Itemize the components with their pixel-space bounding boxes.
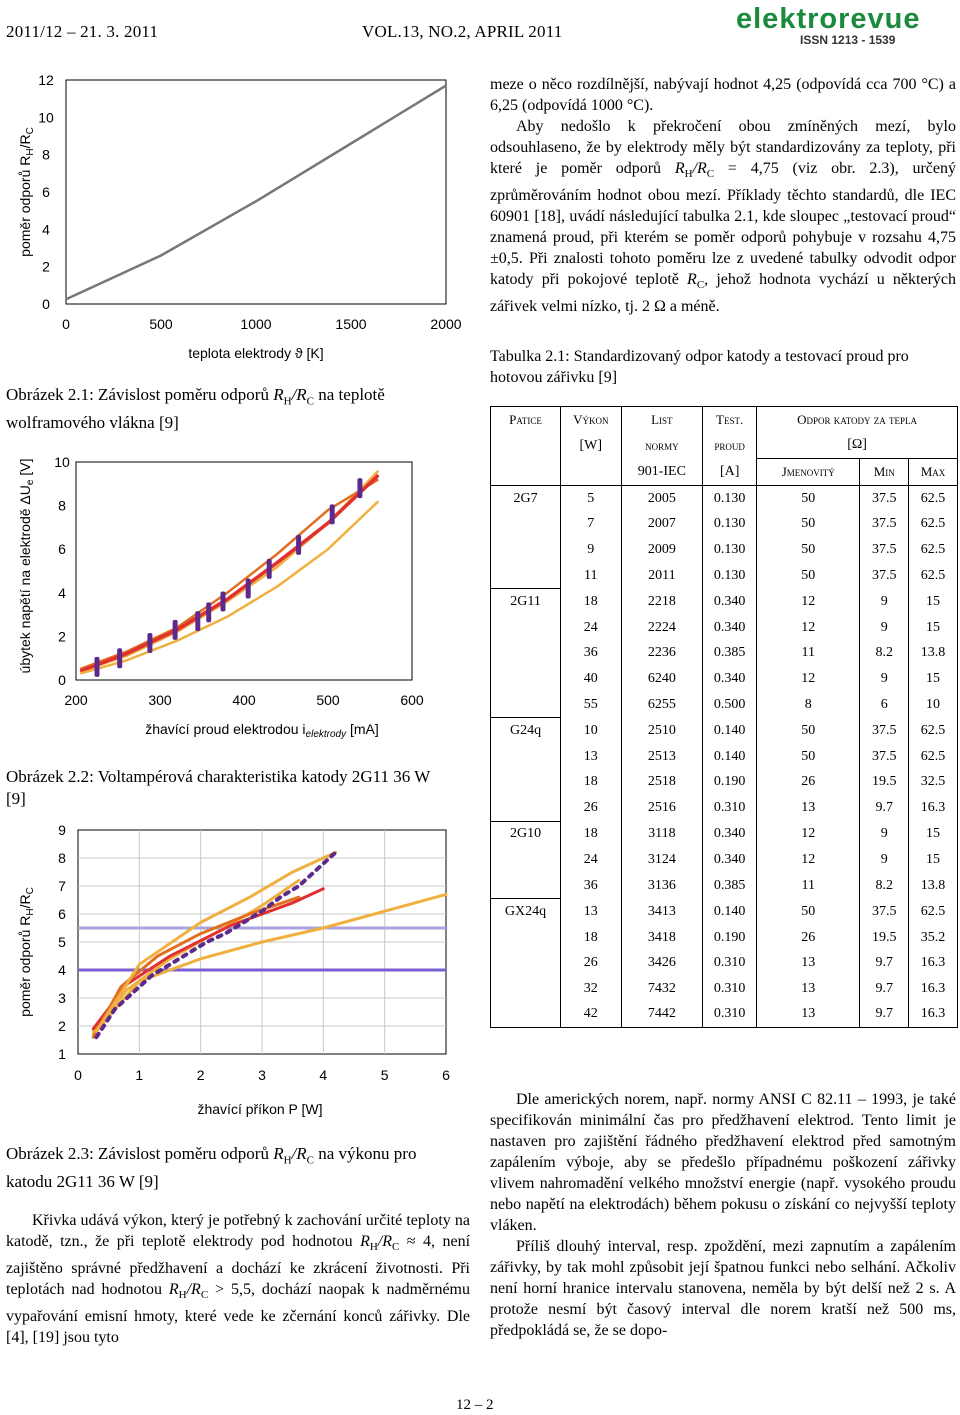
- table-cell: 18: [561, 769, 621, 795]
- table-cell: 15: [909, 666, 958, 692]
- table-cell: [491, 640, 561, 666]
- fig2-ytick-label: 4: [58, 584, 66, 601]
- table-cell: [491, 925, 561, 951]
- table-cell: 24: [561, 847, 621, 873]
- fig1-xtick-label: 500: [149, 316, 173, 332]
- table-cell: [491, 1002, 561, 1028]
- fig2-data-point: [173, 620, 178, 640]
- journal-logo: [736, 4, 956, 47]
- fig1-xtick-label: 2000: [430, 316, 462, 332]
- table-cell: 55: [561, 692, 621, 718]
- table-cell: 3124: [621, 847, 703, 873]
- fig2-data-point: [357, 478, 362, 498]
- fig2-xtick-label: 400: [232, 692, 256, 708]
- table-cell: 50: [757, 537, 860, 563]
- issn: ISSN 1213 - 1539: [800, 33, 896, 47]
- right-paragraph-2: Aby nedošlo k překročení obou zmíněných mezí, bylo odsouhlaseno, že by elektrody měly být standardizovány za teploty, při které je poměr odporů $R_H/R_C = 4,75$ (viz obr. 2.3), určený zprůměrováním hodnot obou mezí. Příklady těchto standardů, dle IEC 60901 [18], uvádí následující tabulka 2.1, kde sloupec „testovací proud“ znamená proud, při kterém se poměr odporů pohybuje v rozsahu 4,75 ±0,5. Při znalosti tohoto poměru lze z uvedené tabulky odvodit odpor katody při pokojové teplotě $R_C$, jehož hodnota vychází u některých zářivek velmi nízko, tj. 2 Ω a méně.: [490, 118, 957, 316]
- table-row: [491, 666, 958, 692]
- table-cell: 3413: [621, 899, 703, 925]
- table-cell: 16.3: [909, 976, 958, 1002]
- fig3-series-line: [93, 889, 323, 1029]
- table-cell: 0.140: [703, 718, 757, 744]
- table-cell: 50: [757, 563, 860, 589]
- table-cell: 50: [757, 718, 860, 744]
- table-cell: [491, 976, 561, 1002]
- table-cell: 2005: [621, 485, 703, 511]
- table-cell: [491, 563, 561, 589]
- table-row: [491, 769, 958, 795]
- table-row: [491, 615, 958, 641]
- table-cell: 2011: [621, 563, 703, 589]
- fig2-ytick-label: 0: [58, 672, 66, 688]
- fig2-data-point: [330, 504, 335, 524]
- fig2-data-point: [246, 578, 251, 598]
- fig2-series-line: [80, 475, 378, 671]
- table-cell: 9: [860, 821, 909, 847]
- table-cell: 12: [757, 847, 860, 873]
- header-left: 2011/12 – 21. 3. 2011: [6, 22, 159, 41]
- table-cell: 13: [561, 744, 621, 770]
- right-body-text-bottom: [490, 1089, 956, 1341]
- table-cell: 12: [757, 666, 860, 692]
- table-cell: 2G7: [491, 485, 561, 511]
- table-cell: 62.5: [909, 899, 958, 925]
- table-cell: 26: [561, 795, 621, 821]
- table-cell: 0.340: [703, 666, 757, 692]
- table-cell: 12: [757, 615, 860, 641]
- fig2-data-point: [195, 611, 200, 631]
- logo-text: elektrorevue: [736, 3, 921, 35]
- table-cell: 18: [561, 821, 621, 847]
- table-cell: 0.340: [703, 615, 757, 641]
- fig2-xtick-label: 500: [316, 692, 340, 708]
- fig1-ytick-label: 6: [42, 184, 50, 200]
- table-cell: 26: [757, 769, 860, 795]
- table-cell: 3136: [621, 873, 703, 899]
- th-list-3: 901-IEC: [621, 459, 703, 486]
- fig2-xtick-label: 600: [400, 692, 424, 708]
- table-cell: 0.140: [703, 744, 757, 770]
- table-row: [491, 640, 958, 666]
- table-cell: 37.5: [860, 511, 909, 537]
- table-cell: [491, 769, 561, 795]
- table-cell: 3418: [621, 925, 703, 951]
- table-cell: 0.310: [703, 1002, 757, 1028]
- fig2-series-line: [80, 471, 378, 672]
- table-cell: 50: [757, 899, 860, 925]
- table-cell: 37.5: [860, 718, 909, 744]
- table-cell: 6: [860, 692, 909, 718]
- table-row: [491, 718, 958, 744]
- th-test: Test.: [703, 407, 757, 433]
- table-cell: 32: [561, 976, 621, 1002]
- table-cell: 36: [561, 640, 621, 666]
- th-odpor-unit: [Ω]: [757, 433, 958, 459]
- fig2-data-point: [95, 657, 100, 677]
- table-cell: 9: [860, 615, 909, 641]
- table-row: [491, 744, 958, 770]
- fig3-series-line: [93, 897, 298, 1037]
- table-cell: 0.385: [703, 873, 757, 899]
- table-row: [491, 950, 958, 976]
- left-body-text: [6, 1210, 470, 1348]
- table-cell: 13: [757, 1002, 860, 1028]
- table-cell: 2218: [621, 589, 703, 615]
- fig3-xtick-label: 6: [442, 1067, 450, 1083]
- fig2-xtick-label: 200: [64, 692, 88, 708]
- table-cell: 13: [757, 976, 860, 1002]
- fig3-ytick-label: 7: [58, 878, 66, 894]
- table-cell: 62.5: [909, 537, 958, 563]
- table-cell: 35.2: [909, 925, 958, 951]
- table-cell: 8.2: [860, 873, 909, 899]
- table-row: [491, 485, 958, 511]
- fig3-ytick-label: 2: [58, 1018, 66, 1034]
- figure-3-caption: Obrázek 2.3: Závislost poměru odporů $R_H/R_C$ na výkonu pro katodu 2G11 36 W [9]: [6, 1144, 417, 1192]
- table-cell: 0.190: [703, 925, 757, 951]
- table-cell: 0.130: [703, 563, 757, 589]
- table-cell: 7: [561, 511, 621, 537]
- table-cell: 62.5: [909, 563, 958, 589]
- fig3-series-line: [93, 880, 298, 1031]
- table-row: [491, 795, 958, 821]
- right-body-text-top: [490, 74, 956, 317]
- table-cell: 11: [757, 873, 860, 899]
- table-cell: [491, 511, 561, 537]
- table-cell: 0.190: [703, 769, 757, 795]
- th-jmenovity: Jmenovitý: [757, 459, 860, 486]
- fig3-xtick-label: 3: [258, 1067, 266, 1083]
- fig2-ylabel: úbytek napětí na elektrodě $\Delta U_e$ [V]: [17, 458, 36, 674]
- table-cell: GX24q: [491, 899, 561, 925]
- fig1-ytick-label: 4: [42, 221, 50, 238]
- table-cell: 2236: [621, 640, 703, 666]
- fig3-xtick-label: 0: [74, 1067, 82, 1083]
- fig2-data-point: [267, 559, 272, 579]
- table-cell: 13: [757, 795, 860, 821]
- table-cell: 2G10: [491, 821, 561, 847]
- fig3-ytick-label: 6: [58, 906, 66, 922]
- table-cell: 18: [561, 925, 621, 951]
- th-list-2: normy: [621, 433, 703, 459]
- fig1-ytick-label: 2: [42, 258, 50, 275]
- table-cell: 16.3: [909, 795, 958, 821]
- table-cell: 62.5: [909, 718, 958, 744]
- table-cell: 0.130: [703, 537, 757, 563]
- table-cell: 26: [561, 950, 621, 976]
- table-cell: 0.385: [703, 640, 757, 666]
- table-cell: 13.8: [909, 873, 958, 899]
- fig1-ytick-label: 10: [38, 109, 54, 126]
- table-cell: 9.7: [860, 950, 909, 976]
- th-max: Max: [909, 459, 958, 486]
- table-cell: 42: [561, 1002, 621, 1028]
- table-cell: 15: [909, 615, 958, 641]
- fig1-series-line: [66, 86, 446, 300]
- table-row: [491, 589, 958, 615]
- table-cell: 37.5: [860, 899, 909, 925]
- th-test-2: proud: [703, 433, 757, 459]
- table-row: [491, 925, 958, 951]
- right-paragraph-3: Dle amerických norem, např. normy ANSI C 82.11 – 1993, je také specifikován minimální čas pro předžhavení elektrod. Tento limit je nastaven pro zajištění řádného předžhavení elektrod před samotným zapálením výboje, aby se předešlo případnému poškození zářivky vlivem nahromadění velkého množství energie (např. vysokého proudu nebo napětí na elektrodách) během pokusu o získání co nejvyšší teploty vláken.: [490, 1091, 956, 1234]
- fig2-data-point: [206, 602, 211, 622]
- table-row: [491, 537, 958, 563]
- table-row: [491, 821, 958, 847]
- figure-3-chart: [10, 822, 470, 1122]
- table-cell: 19.5: [860, 769, 909, 795]
- table-cell: 12: [757, 589, 860, 615]
- table-cell: 9.7: [860, 795, 909, 821]
- table-cell: 9.7: [860, 976, 909, 1002]
- table-cell: 26: [757, 925, 860, 951]
- fig1-xtick-label: 1500: [335, 316, 367, 332]
- table-cell: 18: [561, 589, 621, 615]
- table-cell: 37.5: [860, 563, 909, 589]
- table-cell: 62.5: [909, 485, 958, 511]
- table-cell: 62.5: [909, 511, 958, 537]
- table-cell: [491, 537, 561, 563]
- table-cell: 0.310: [703, 950, 757, 976]
- table-row: [491, 563, 958, 589]
- fig3-ytick-label: 5: [58, 934, 66, 950]
- fig3-xtick-label: 2: [196, 1067, 205, 1083]
- fig1-ytick-label: 0: [42, 296, 50, 312]
- figure-2-caption: Obrázek 2.2: Voltampérová charakteristika katody 2G11 36 W [9]: [6, 767, 431, 808]
- table-cell: 5: [561, 485, 621, 511]
- table-cell: 0.340: [703, 847, 757, 873]
- page-number: 12 – 2: [456, 1397, 494, 1413]
- table-row: [491, 692, 958, 718]
- fig2-data-point: [117, 648, 122, 668]
- table-cell: 2518: [621, 769, 703, 795]
- table-cell: 0.130: [703, 485, 757, 511]
- fig2-ytick-label: 10: [54, 454, 70, 470]
- table-cell: 9: [860, 666, 909, 692]
- table-cell: 11: [757, 640, 860, 666]
- table-cell: 7432: [621, 976, 703, 1002]
- table-cell: G24q: [491, 718, 561, 744]
- table-cell: [491, 873, 561, 899]
- standards-table: [490, 406, 958, 1028]
- table-cell: 0.500: [703, 692, 757, 718]
- table-cell: 9: [860, 847, 909, 873]
- table-cell: 0.340: [703, 821, 757, 847]
- table-cell: 50: [757, 744, 860, 770]
- table-cell: 9.7: [860, 1002, 909, 1028]
- table-cell: 6240: [621, 666, 703, 692]
- table-cell: 8.2: [860, 640, 909, 666]
- th-vykon: Výkon: [561, 407, 621, 433]
- table-cell: 62.5: [909, 744, 958, 770]
- table-cell: 15: [909, 589, 958, 615]
- fig3-ytick-label: 8: [58, 850, 66, 866]
- fig1-xlabel: teplota elektrody ϑ [K]: [188, 345, 324, 361]
- fig3-xlabel: žhavící příkon P [W]: [197, 1101, 323, 1117]
- table-cell: 13: [757, 950, 860, 976]
- table-cell: [491, 692, 561, 718]
- fig1-plot-area: [66, 80, 446, 304]
- table-cell: [491, 795, 561, 821]
- table-cell: 15: [909, 847, 958, 873]
- table-cell: 50: [757, 485, 860, 511]
- table-cell: 0.340: [703, 589, 757, 615]
- table-cell: 16.3: [909, 1002, 958, 1028]
- fig3-xtick-label: 5: [380, 1067, 389, 1083]
- table-cell: 24: [561, 615, 621, 641]
- table-cell: 0.130: [703, 511, 757, 537]
- table-cell: 2009: [621, 537, 703, 563]
- table-row: [491, 847, 958, 873]
- table-cell: 13.8: [909, 640, 958, 666]
- table-cell: 3426: [621, 950, 703, 976]
- fig2-ytick-label: 2: [58, 628, 66, 645]
- fig3-ylabel: poměr odporů $R_H/R_C$: [17, 887, 36, 1017]
- table-cell: 9: [561, 537, 621, 563]
- th-vykon-unit: [W]: [561, 433, 621, 459]
- fig1-ylabel: poměr odporů $R_H/R_C$: [17, 127, 36, 257]
- table-cell: 8: [757, 692, 860, 718]
- table-cell: 19.5: [860, 925, 909, 951]
- fig2-ytick-label: 6: [58, 541, 66, 558]
- table-cell: 12: [757, 821, 860, 847]
- left-paragraph: Křivka udává výkon, který je potřebný k zachování určité teploty na katodě, tzn., že při teplotě elektrody pod hodnotou $R_H/R_C \approx 4$, není zajištěno správné předžhavení a dochází ke zkrácení životnosti. Při teplotách nad hodnotou $R_H/R_C > 5,5$, dochází naopak k nadměrnému vypařování emisní hmoty, které vede ke zčernání konců zářivky. Dle [4], [19] jsou tyto: [6, 1212, 471, 1347]
- table-cell: 7442: [621, 1002, 703, 1028]
- table-cell: 0.310: [703, 795, 757, 821]
- table-cell: 10: [909, 692, 958, 718]
- table-row: [491, 1002, 958, 1028]
- table-cell: 16.3: [909, 950, 958, 976]
- table-cell: 36: [561, 873, 621, 899]
- table-cell: 0.310: [703, 976, 757, 1002]
- table-cell: 13: [561, 899, 621, 925]
- fig3-xtick-label: 1: [135, 1067, 144, 1083]
- fig1-xtick-label: 0: [62, 316, 70, 332]
- table-cell: [491, 666, 561, 692]
- table-cell: [491, 615, 561, 641]
- th-min: Min: [860, 459, 909, 486]
- table-cell: 10: [561, 718, 621, 744]
- table-cell: 2G11: [491, 589, 561, 615]
- fig2-xtick-label: 300: [148, 692, 172, 708]
- fig3-xtick-label: 4: [319, 1067, 328, 1083]
- fig2-xlabel: žhavící proud elektrodou $i_{elektrody}$ [mA]: [145, 721, 379, 740]
- fig1-ytick-label: 12: [38, 72, 54, 88]
- table-cell: 3118: [621, 821, 703, 847]
- table-cell: [491, 950, 561, 976]
- table-cell: 40: [561, 666, 621, 692]
- th-patice: Patice: [491, 407, 561, 433]
- table-cell: 2513: [621, 744, 703, 770]
- table-cell: 2007: [621, 511, 703, 537]
- table-cell: 0.140: [703, 899, 757, 925]
- table-row: [491, 976, 958, 1002]
- fig2-data-point: [296, 535, 301, 555]
- table-cell: 32.5: [909, 769, 958, 795]
- figure-1-chart: [10, 68, 470, 373]
- header-center: VOL.13, NO.2, APRIL 2011: [362, 22, 563, 41]
- fig3-ytick-label: 3: [58, 990, 66, 1006]
- table-caption: Tabulka 2.1: Standardizovaný odpor katody a testovací proud pro hotovou zářivku [9]: [490, 348, 909, 386]
- table-row: [491, 899, 958, 925]
- fig1-ytick-label: 8: [42, 146, 50, 163]
- table-cell: 6255: [621, 692, 703, 718]
- fig3-ytick-label: 4: [58, 962, 66, 978]
- table-cell: 37.5: [860, 744, 909, 770]
- right-paragraph-4: Příliš dlouhý interval, resp. zpoždění, mezi zapnutím a zapálením zářivky, by tak mohl způsobit její špatnou funkci nebo selhání. Ačkoliv není horní hranice intervalu stanovena, neměla by být delší než 2 s. A protože nesmí být časový interval dle norem kratší než 500 ms, předpokládá se, že se dopo-: [490, 1238, 956, 1339]
- table-cell: 2516: [621, 795, 703, 821]
- table-cell: 50: [757, 511, 860, 537]
- th-test-3: [A]: [703, 459, 757, 486]
- fig2-data-point: [221, 592, 226, 612]
- th-list: List: [621, 407, 703, 433]
- table-cell: [491, 847, 561, 873]
- table-cell: 37.5: [860, 485, 909, 511]
- table-cell: 37.5: [860, 537, 909, 563]
- table-row: [491, 873, 958, 899]
- th-odpor: Odpor katody za tepla: [757, 407, 958, 433]
- table-cell: 11: [561, 563, 621, 589]
- table-cell: 9: [860, 589, 909, 615]
- fig2-ytick-label: 8: [58, 497, 66, 514]
- figure-2-chart: [10, 440, 470, 745]
- table-cell: [491, 744, 561, 770]
- table-row: [491, 511, 958, 537]
- table-cell: 15: [909, 821, 958, 847]
- fig3-ytick-label: 1: [58, 1046, 66, 1062]
- fig2-data-point: [147, 633, 152, 653]
- table-cell: 2224: [621, 615, 703, 641]
- fig3-ytick-label: 9: [58, 822, 66, 838]
- figure-1-caption: Obrázek 2.1: Závislost poměru odporů $R_H/R_C$ na teplotě wolframového vlákna [9]: [6, 385, 385, 433]
- fig1-xtick-label: 1000: [240, 316, 272, 332]
- table-cell: 2510: [621, 718, 703, 744]
- right-paragraph-1: meze o něco rozdílnější, nabývají hodnot 4,25 (odpovídá cca 700 °C) a 6,25 (odpovídá 1000 °C).: [490, 76, 956, 114]
- fig2-series-line: [80, 501, 378, 673]
